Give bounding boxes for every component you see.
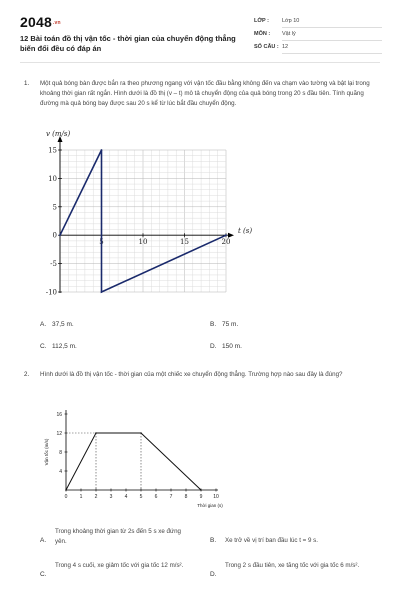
y-tick-label: -10	[45, 288, 57, 297]
meta-value: 12	[282, 44, 289, 50]
question-1-text: Một quả bóng bàn được bắn ra theo phương ngang với vận tốc đầu bằng không đến va chạm vào tường và bật lại trong khoảng thời gian rất ngắn. Hình dưới là đồ thị (v – t) mô tả chuyển động của quả bóng trong 20 s đầu tiên. Tính quãng đường mà quả bóng bay được sau 20 s kể từ lúc bắt đầu chuyển động.	[40, 80, 370, 107]
meta-class	[254, 18, 382, 24]
x-tick-label: 8	[184, 494, 188, 500]
logo-text: 2048	[20, 14, 52, 30]
x-axis-label: Thời gian (s)	[197, 503, 223, 508]
option-text: 37,5 m.	[52, 321, 74, 328]
x-axis-label: t (s)	[238, 227, 253, 236]
x-tick-label: 6	[154, 494, 158, 500]
y-axis-label: Vận tốc (m/s)	[44, 438, 49, 466]
option-letter: D.	[210, 343, 217, 350]
data-point	[65, 489, 67, 491]
x-tick-label: 10	[138, 238, 148, 247]
data-point	[200, 489, 202, 491]
series-line	[66, 433, 201, 490]
meta-label: MÔN :	[254, 31, 271, 37]
data-point	[95, 432, 97, 434]
data-point	[101, 149, 103, 151]
y-axis-label: v (m/s)	[46, 130, 71, 138]
question-2-option-d[interactable]	[210, 561, 380, 585]
y-tick-label: 16	[56, 411, 62, 418]
option-letter: B.	[210, 321, 217, 328]
data-point	[225, 234, 227, 236]
y-tick-label: 4	[59, 468, 62, 475]
option-text: 75 m.	[222, 321, 239, 328]
option-text: Xe trở về vị trí ban đầu lúc t = 9 s.	[225, 537, 318, 544]
question-1-option-d[interactable]	[210, 342, 242, 352]
meta-value: Vật lý	[282, 31, 296, 37]
velocity-time-chart-1	[40, 126, 253, 300]
y-tick-label: -5	[50, 260, 57, 269]
x-tick-label: 10	[213, 494, 219, 500]
logo-suffix: .vn	[52, 20, 61, 26]
x-tick-label: 7	[169, 494, 173, 500]
data-point	[140, 432, 142, 434]
option-letter: C.	[40, 571, 47, 578]
y-tick-label: 5	[52, 203, 57, 212]
question-2-text: Hình dưới là đồ thị vận tốc - thời gian của một chiếc xe chuyển động thẳng. Trường hợp nào sau đây là đúng?	[40, 371, 343, 378]
site-logo[interactable]	[20, 14, 61, 30]
x-tick-label: 3	[109, 494, 113, 500]
option-text: Trong 4 s cuối, xe giảm tốc với gia tốc 12 m/s².	[55, 562, 184, 569]
option-text: Trong khoảng thời gian từ 2s đến 5 s xe đứng yên.	[55, 528, 181, 545]
y-tick-label: 10	[48, 174, 57, 183]
y-tick-label: 8	[59, 449, 62, 456]
y-tick-label: 12	[56, 430, 62, 437]
x-tick-label: 1	[79, 494, 83, 500]
option-letter: A.	[40, 537, 47, 544]
y-tick-label: 15	[48, 146, 57, 155]
question-1-number: 1.	[24, 80, 30, 87]
option-letter: B.	[210, 537, 217, 544]
x-tick-label: 2	[94, 494, 98, 500]
question-2-option-b[interactable]	[210, 527, 380, 551]
question-1-option-a[interactable]	[40, 320, 74, 330]
x-axis-arrow	[228, 233, 234, 238]
x-tick-label: 5	[99, 238, 104, 247]
question-1-option-c[interactable]	[40, 342, 77, 352]
data-point	[101, 291, 103, 293]
document-title: 12 Bài toán đồ thị vận tốc - thời gian của chuyển động thẳng biến đổi đều có đáp án	[20, 34, 236, 53]
x-tick-label: 0	[64, 494, 68, 500]
meta-label: LỚP :	[254, 18, 269, 24]
meta-count	[254, 44, 382, 50]
option-letter: D.	[210, 571, 217, 578]
option-text: Trong 2 s đầu tiên, xe tăng tốc với gia tốc 6 m/s².	[225, 562, 360, 569]
meta-value: Lớp 10	[282, 18, 300, 24]
option-letter: C.	[40, 343, 47, 350]
data-point	[59, 234, 61, 236]
meta-subject	[254, 31, 382, 37]
question-2-number: 2.	[24, 371, 30, 378]
option-letter: A.	[40, 321, 47, 328]
x-tick-label: 4	[124, 494, 128, 500]
x-tick-label: 20	[221, 238, 231, 247]
velocity-time-chart-2	[40, 404, 230, 518]
header-divider	[20, 62, 380, 63]
question-1-option-b[interactable]	[210, 320, 238, 330]
option-text: 112,5 m.	[52, 343, 77, 350]
meta-label: SỐ CÂU :	[254, 44, 279, 50]
option-text: 150 m.	[222, 343, 242, 350]
x-tick-label: 9	[199, 494, 203, 500]
x-tick-label: 5	[139, 494, 143, 500]
question-2-option-c[interactable]	[40, 561, 200, 585]
question-2-option-a[interactable]	[40, 527, 200, 551]
x-tick-label: 15	[180, 238, 189, 247]
y-tick-label: 0	[52, 231, 57, 240]
